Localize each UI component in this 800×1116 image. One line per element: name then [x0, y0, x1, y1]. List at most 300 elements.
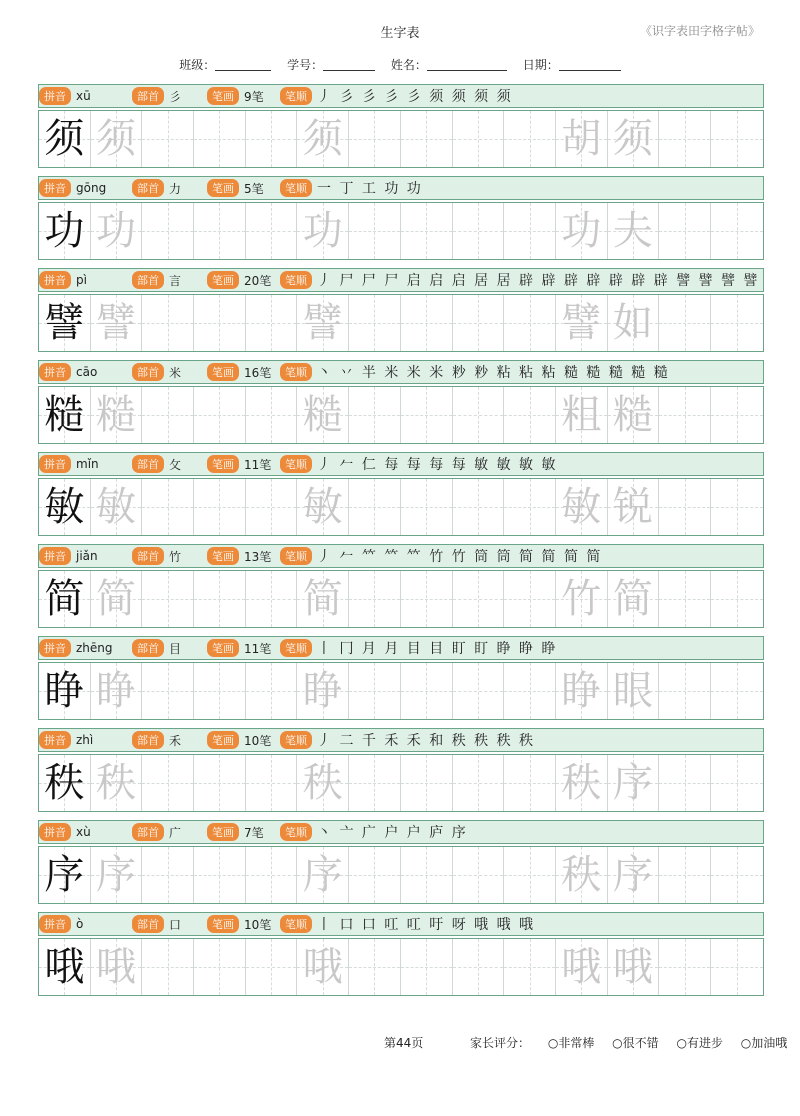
practice-cell[interactable]	[246, 663, 298, 719]
rating-option-good[interactable]: ○很不错	[612, 1036, 659, 1050]
radical-tag: 部首	[132, 87, 164, 105]
practice-cell[interactable]	[246, 479, 298, 535]
char-header	[38, 176, 764, 200]
practice-cell[interactable]	[401, 111, 453, 167]
practice-cell[interactable]	[297, 663, 349, 719]
practice-cell[interactable]	[453, 479, 505, 535]
practice-cell[interactable]	[453, 387, 505, 443]
practice-cell[interactable]	[39, 203, 91, 259]
word-trace-character: 竹	[561, 576, 602, 622]
char-header	[38, 360, 764, 384]
word-trace-character: 秩	[561, 852, 602, 898]
trace-character: 简	[302, 576, 343, 622]
practice-cell[interactable]	[608, 203, 660, 259]
strokes-tag: 笔画	[207, 731, 239, 749]
practice-cell[interactable]	[608, 571, 660, 627]
trace-character: 譬	[96, 300, 137, 346]
pinyin-value: ò	[76, 917, 84, 931]
trace-character: 睁	[302, 668, 343, 714]
practice-cell[interactable]	[297, 203, 349, 259]
practice-cell[interactable]	[194, 571, 246, 627]
model-character: 秩	[44, 760, 85, 806]
model-character: 序	[44, 852, 85, 898]
word-trace-character: 锐	[612, 484, 653, 530]
practice-cell[interactable]	[349, 111, 401, 167]
practice-cell[interactable]	[556, 111, 608, 167]
strokes-value: 9笔	[244, 89, 264, 104]
stroke-order: 丿 𠂉 𥫗 𥫗 𥫗 竹 竹 筒 筒 简 简 简 简	[317, 549, 603, 565]
char-header	[38, 84, 764, 108]
class-blank[interactable]	[215, 70, 271, 71]
practice-cell[interactable]	[349, 479, 401, 535]
practice-cell[interactable]	[246, 387, 298, 443]
book-subtitle: 《识字表田字格字帖》	[639, 24, 760, 38]
char-row	[38, 176, 764, 260]
practice-cell[interactable]	[504, 939, 556, 995]
char-row	[38, 84, 764, 168]
practice-cell[interactable]	[246, 755, 298, 811]
practice-cell[interactable]	[711, 479, 763, 535]
practice-cell[interactable]	[246, 571, 298, 627]
strokes-value: 20笔	[244, 273, 272, 288]
practice-cell[interactable]	[91, 939, 143, 995]
practice-cell[interactable]	[659, 387, 711, 443]
practice-cell[interactable]	[297, 479, 349, 535]
model-character: 简	[44, 576, 85, 622]
practice-cell[interactable]	[194, 387, 246, 443]
radical-value: 口	[169, 917, 182, 932]
strokes-value: 11笔	[244, 641, 272, 656]
practice-cell[interactable]	[504, 755, 556, 811]
practice-cell[interactable]	[504, 203, 556, 259]
rating-option-keep-going[interactable]: ○加油哦	[740, 1036, 788, 1050]
practice-cell[interactable]	[453, 203, 505, 259]
practice-grid	[38, 110, 764, 168]
trace-character: 敏	[302, 484, 343, 530]
trace-character: 糙	[302, 392, 343, 438]
practice-cell[interactable]	[91, 847, 143, 903]
practice-cell[interactable]	[711, 203, 763, 259]
word-trace-character: 哦	[561, 944, 602, 990]
practice-cell[interactable]	[142, 479, 194, 535]
practice-cell[interactable]	[556, 295, 608, 351]
practice-cell[interactable]	[453, 847, 505, 903]
practice-cell[interactable]	[711, 847, 763, 903]
practice-cell[interactable]	[297, 847, 349, 903]
practice-cell[interactable]	[194, 479, 246, 535]
practice-cell[interactable]	[453, 295, 505, 351]
practice-cell[interactable]	[401, 295, 453, 351]
practice-cell[interactable]	[711, 571, 763, 627]
practice-cell[interactable]	[556, 571, 608, 627]
order-tag: 笔顺	[280, 823, 312, 841]
stroke-order: 丶 亠 广 户 户 庐 序	[317, 825, 468, 841]
practice-cell[interactable]	[142, 755, 194, 811]
trace-character: 哦	[302, 944, 343, 990]
trace-character: 譬	[302, 300, 343, 346]
stroke-order: 一 丁 工 功 功	[317, 181, 423, 197]
word-trace-character: 须	[612, 116, 653, 162]
practice-grid	[38, 386, 764, 444]
practice-cell[interactable]	[349, 295, 401, 351]
char-row	[38, 268, 764, 352]
practice-grid	[38, 478, 764, 536]
student-no-label: 学号：	[287, 58, 324, 72]
practice-cell[interactable]	[711, 939, 763, 995]
radical-value: 言	[169, 273, 182, 288]
practice-cell[interactable]	[246, 847, 298, 903]
practice-cell[interactable]	[142, 203, 194, 259]
trace-character: 睁	[96, 668, 137, 714]
practice-cell[interactable]	[659, 663, 711, 719]
practice-cell[interactable]	[142, 663, 194, 719]
strokes-value: 13笔	[244, 549, 272, 564]
word-trace-character: 简	[612, 576, 653, 622]
practice-cell[interactable]	[194, 847, 246, 903]
practice-cell[interactable]	[91, 663, 143, 719]
practice-cell[interactable]	[142, 571, 194, 627]
practice-cell[interactable]	[194, 111, 246, 167]
practice-cell[interactable]	[608, 939, 660, 995]
word-trace-character: 眼	[612, 668, 653, 714]
practice-cell[interactable]	[453, 939, 505, 995]
strokes-value: 11笔	[244, 457, 272, 472]
practice-cell[interactable]	[556, 663, 608, 719]
practice-cell[interactable]	[556, 479, 608, 535]
practice-grid	[38, 202, 764, 260]
practice-cell[interactable]	[349, 571, 401, 627]
practice-cell[interactable]	[91, 387, 143, 443]
trace-character: 哦	[96, 944, 137, 990]
practice-cell[interactable]	[556, 203, 608, 259]
practice-cell[interactable]	[711, 387, 763, 443]
practice-cell[interactable]	[659, 111, 711, 167]
practice-cell[interactable]	[91, 479, 143, 535]
practice-cell[interactable]	[39, 111, 91, 167]
rating-option-excellent[interactable]: ○非常棒	[547, 1036, 595, 1050]
pinyin-value: zhēng	[76, 641, 113, 655]
practice-cell[interactable]	[608, 479, 660, 535]
practice-cell[interactable]	[39, 663, 91, 719]
word-trace-character: 秩	[561, 760, 602, 806]
word-trace-character: 哦	[612, 944, 653, 990]
practice-cell[interactable]	[142, 939, 194, 995]
practice-grid	[38, 570, 764, 628]
practice-cell[interactable]	[711, 755, 763, 811]
pinyin-value: xū	[76, 89, 91, 103]
radical-value: 米	[169, 365, 182, 380]
pinyin-tag: 拼音	[39, 87, 71, 105]
strokes-tag: 笔画	[207, 547, 239, 565]
char-header	[38, 452, 764, 476]
practice-cell[interactable]	[401, 203, 453, 259]
char-row	[38, 360, 764, 444]
model-character: 哦	[44, 944, 85, 990]
radical-tag: 部首	[132, 731, 164, 749]
word-trace-character: 夫	[612, 208, 653, 254]
order-tag: 笔顺	[280, 455, 312, 473]
char-header	[38, 544, 764, 568]
pinyin-tag: 拼音	[39, 179, 71, 197]
stroke-order: 丿 尸 尸 尸 启 启 启 居 居 辟 辟 辟 辟 辟 辟 辟 譬 譬 譬 譬	[317, 273, 760, 289]
pinyin-value: jiǎn	[76, 549, 98, 563]
radical-tag: 部首	[132, 363, 164, 381]
parent-rating	[470, 1034, 787, 1051]
name-blank[interactable]	[427, 70, 507, 71]
char-header	[38, 820, 764, 844]
order-tag: 笔顺	[280, 87, 312, 105]
model-character: 功	[44, 208, 85, 254]
word-trace-character: 功	[561, 208, 602, 254]
practice-cell[interactable]	[39, 387, 91, 443]
practice-cell[interactable]	[453, 755, 505, 811]
practice-cell[interactable]	[659, 479, 711, 535]
practice-cell[interactable]	[608, 755, 660, 811]
practice-cell[interactable]	[401, 387, 453, 443]
practice-cell[interactable]	[401, 479, 453, 535]
pinyin-tag: 拼音	[39, 823, 71, 841]
radical-tag: 部首	[132, 823, 164, 841]
strokes-tag: 笔画	[207, 823, 239, 841]
trace-character: 简	[96, 576, 137, 622]
practice-cell[interactable]	[608, 295, 660, 351]
practice-cell[interactable]	[556, 387, 608, 443]
practice-cell[interactable]	[401, 571, 453, 627]
radical-tag: 部首	[132, 639, 164, 657]
char-header	[38, 912, 764, 936]
practice-cell[interactable]	[194, 295, 246, 351]
practice-grid	[38, 662, 764, 720]
word-trace-character: 糙	[612, 392, 653, 438]
char-row	[38, 728, 764, 812]
practice-cell[interactable]	[504, 847, 556, 903]
trace-character: 序	[302, 852, 343, 898]
trace-character: 秩	[302, 760, 343, 806]
radical-tag: 部首	[132, 179, 164, 197]
practice-cell[interactable]	[297, 111, 349, 167]
practice-cell[interactable]	[349, 847, 401, 903]
practice-cell[interactable]	[39, 939, 91, 995]
student-no-field	[287, 58, 375, 72]
rating-option-progress[interactable]: ○有进步	[676, 1036, 723, 1050]
practice-cell[interactable]	[556, 755, 608, 811]
practice-cell[interactable]	[556, 939, 608, 995]
word-trace-character: 粗	[561, 392, 602, 438]
trace-character: 敏	[96, 484, 137, 530]
practice-cell[interactable]	[453, 571, 505, 627]
name-field	[391, 58, 507, 72]
radical-value: 广	[169, 825, 182, 840]
trace-character: 序	[96, 852, 137, 898]
stroke-order: 丨 冂 月 月 目 目 盯 盯 睁 睁 睁	[317, 641, 558, 657]
pinyin-tag: 拼音	[39, 271, 71, 289]
practice-grid	[38, 938, 764, 996]
radical-value: 目	[169, 641, 182, 656]
word-trace-character: 如	[612, 300, 653, 346]
pinyin-value: cāo	[76, 365, 98, 379]
practice-cell[interactable]	[608, 663, 660, 719]
model-character: 睁	[44, 668, 85, 714]
practice-cell[interactable]	[504, 387, 556, 443]
pinyin-tag: 拼音	[39, 639, 71, 657]
date-blank[interactable]	[559, 70, 621, 71]
practice-cell[interactable]	[91, 755, 143, 811]
pinyin-value: xù	[76, 825, 91, 839]
practice-cell[interactable]	[246, 295, 298, 351]
order-tag: 笔顺	[280, 915, 312, 933]
practice-cell[interactable]	[349, 663, 401, 719]
practice-cell[interactable]	[711, 295, 763, 351]
practice-cell[interactable]	[711, 111, 763, 167]
char-header	[38, 728, 764, 752]
class-field	[179, 58, 271, 72]
name-label: 姓名：	[390, 58, 427, 72]
radical-tag: 部首	[132, 271, 164, 289]
practice-cell[interactable]	[504, 663, 556, 719]
practice-cell[interactable]	[194, 663, 246, 719]
strokes-tag: 笔画	[207, 271, 239, 289]
date-label: 日期：	[522, 58, 559, 72]
practice-cell[interactable]	[297, 939, 349, 995]
pinyin-value: mǐn	[76, 457, 99, 471]
trace-character: 须	[96, 116, 137, 162]
model-character: 糙	[44, 392, 85, 438]
practice-cell[interactable]	[659, 847, 711, 903]
practice-cell[interactable]	[504, 571, 556, 627]
stroke-order: 丿 二 千 禾 禾 和 秩 秩 秩 秩	[317, 733, 536, 749]
char-row	[38, 820, 764, 904]
practice-grid	[38, 754, 764, 812]
practice-cell[interactable]	[608, 847, 660, 903]
word-trace-character: 睁	[561, 668, 602, 714]
practice-cell[interactable]	[711, 663, 763, 719]
practice-cell[interactable]	[608, 387, 660, 443]
char-row	[38, 544, 764, 628]
practice-cell[interactable]	[194, 203, 246, 259]
practice-cell[interactable]	[142, 295, 194, 351]
radical-tag: 部首	[132, 455, 164, 473]
practice-cell[interactable]	[39, 479, 91, 535]
char-header	[38, 268, 764, 292]
practice-cell[interactable]	[91, 295, 143, 351]
practice-cell[interactable]	[453, 111, 505, 167]
practice-cell[interactable]	[91, 203, 143, 259]
practice-cell[interactable]	[401, 663, 453, 719]
practice-cell[interactable]	[142, 847, 194, 903]
word-trace-character: 譬	[561, 300, 602, 346]
radical-value: 竹	[169, 549, 182, 564]
model-character: 须	[44, 116, 85, 162]
char-row	[38, 636, 764, 720]
practice-cell[interactable]	[401, 755, 453, 811]
practice-cell[interactable]	[349, 203, 401, 259]
practice-cell[interactable]	[246, 939, 298, 995]
practice-cell[interactable]	[297, 295, 349, 351]
practice-cell[interactable]	[504, 479, 556, 535]
practice-cell[interactable]	[659, 295, 711, 351]
practice-cell[interactable]	[556, 847, 608, 903]
strokes-value: 10笔	[244, 733, 272, 748]
char-row	[38, 912, 764, 996]
pinyin-tag: 拼音	[39, 547, 71, 565]
practice-cell[interactable]	[142, 111, 194, 167]
trace-character: 功	[96, 208, 137, 254]
practice-grid	[38, 294, 764, 352]
strokes-tag: 笔画	[207, 455, 239, 473]
word-trace-character: 序	[612, 760, 653, 806]
pinyin-value: zhì	[76, 733, 94, 747]
stroke-order: 丨 口 口 叿 叿 吁 呀 哦 哦 哦	[317, 917, 536, 933]
stroke-order: 丶 丷 半 米 米 米 粆 粆 粘 粘 粘 糙 糙 糙 糙 糙	[317, 365, 670, 381]
word-trace-character: 胡	[561, 116, 602, 162]
practice-cell[interactable]	[349, 387, 401, 443]
pinyin-tag: 拼音	[39, 363, 71, 381]
radical-value: 力	[169, 181, 182, 196]
practice-cell[interactable]	[297, 755, 349, 811]
practice-grid	[38, 846, 764, 904]
radical-value: 彡	[169, 89, 182, 104]
practice-cell[interactable]	[246, 203, 298, 259]
practice-cell[interactable]	[246, 111, 298, 167]
practice-cell[interactable]	[659, 203, 711, 259]
practice-cell[interactable]	[504, 295, 556, 351]
practice-cell[interactable]	[39, 571, 91, 627]
strokes-value: 7笔	[244, 825, 264, 840]
stroke-order: 丿 彡 彡 彡 彡 须 须 须 须	[317, 89, 513, 105]
model-character: 敏	[44, 484, 85, 530]
practice-cell[interactable]	[194, 755, 246, 811]
practice-cell[interactable]	[91, 571, 143, 627]
student-no-blank[interactable]	[323, 70, 375, 71]
radical-value: 攵	[169, 457, 182, 472]
practice-cell[interactable]	[39, 847, 91, 903]
word-trace-character: 敏	[561, 484, 602, 530]
practice-cell[interactable]	[401, 847, 453, 903]
radical-tag: 部首	[132, 915, 164, 933]
practice-cell[interactable]	[401, 939, 453, 995]
order-tag: 笔顺	[280, 271, 312, 289]
practice-cell[interactable]	[349, 755, 401, 811]
practice-cell[interactable]	[659, 939, 711, 995]
practice-cell[interactable]	[194, 939, 246, 995]
radical-value: 禾	[169, 733, 182, 748]
practice-cell[interactable]	[142, 387, 194, 443]
practice-cell[interactable]	[504, 111, 556, 167]
date-field	[523, 58, 621, 72]
char-header	[38, 636, 764, 660]
practice-cell[interactable]	[91, 111, 143, 167]
word-trace-character: 序	[612, 852, 653, 898]
practice-cell[interactable]	[453, 663, 505, 719]
pinyin-tag: 拼音	[39, 915, 71, 933]
practice-cell[interactable]	[349, 939, 401, 995]
page-number: 第44页	[384, 1036, 424, 1050]
practice-cell[interactable]	[39, 755, 91, 811]
strokes-value: 5笔	[244, 181, 264, 196]
trace-character: 须	[302, 116, 343, 162]
student-info	[0, 56, 800, 73]
practice-cell[interactable]	[659, 755, 711, 811]
practice-cell[interactable]	[297, 387, 349, 443]
practice-cell[interactable]	[659, 571, 711, 627]
order-tag: 笔顺	[280, 731, 312, 749]
practice-cell[interactable]	[608, 111, 660, 167]
strokes-tag: 笔画	[207, 915, 239, 933]
strokes-value: 16笔	[244, 365, 272, 380]
practice-cell[interactable]	[297, 571, 349, 627]
strokes-tag: 笔画	[207, 363, 239, 381]
practice-cell[interactable]	[39, 295, 91, 351]
